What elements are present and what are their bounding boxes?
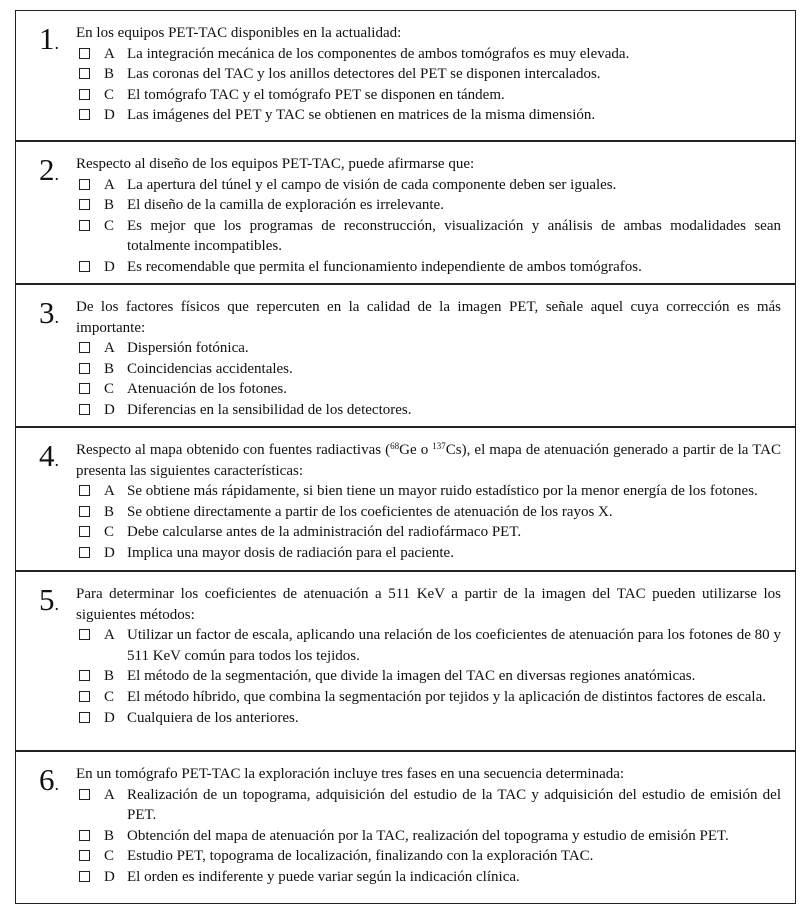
question-number [39,23,59,59]
question-number-dot: . [54,774,59,794]
question-stem: Para determinar los coeficientes de atenuación a 511 KeV a partir de la imagen del TAC pueden utilizarse los siguientes métodos: [76,586,781,623]
answer-option-d[interactable] [76,708,781,729]
option-text: Diferencias en la sensibilidad de los detectores. [127,401,412,418]
option-letter: C [104,86,115,103]
checkbox[interactable] [79,109,90,120]
isotope-mass-number: 68 [390,441,400,451]
question-3 [16,285,795,428]
question-body [76,440,781,564]
option-text: La apertura del túnel y el campo de visión de cada componente deben ser iguales. [127,176,617,193]
question-number [39,154,59,190]
option-letter: A [104,627,115,644]
answer-option-b[interactable] [76,502,781,523]
option-text: El diseño de la camilla de exploración es irrelevante. [127,197,444,214]
option-letter: B [104,66,115,83]
option-letter: A [104,45,115,62]
question-number-dot: . [54,164,59,184]
checkbox[interactable] [79,526,90,537]
answer-option-b[interactable] [76,195,781,216]
option-text: Dispersión fotónica. [127,340,249,357]
answer-option-c[interactable] [76,216,781,257]
question-body [76,23,781,126]
answer-option-d[interactable] [76,867,781,888]
answer-option-c[interactable] [76,379,781,400]
option-text: Se obtiene más rápidamente, si bien tiene un mayor ruido estadístico por la menor energía de los fotones. [127,483,758,500]
question-number [39,764,59,800]
question-stem: En los equipos PET-TAC disponibles en la actualidad: [76,25,402,41]
checkbox[interactable] [79,850,90,861]
question-2 [16,142,795,285]
option-letter: B [104,360,115,377]
checkbox[interactable] [79,48,90,59]
checkbox[interactable] [79,789,90,800]
checkbox[interactable] [79,871,90,882]
option-letter: D [104,544,115,561]
option-letter: C [104,524,115,541]
question-number [39,440,59,476]
option-letter: D [104,868,115,885]
option-text: Debe calcularse antes de la administración del radiofármaco PET. [127,524,522,541]
option-text: Utilizar un factor de escala, aplicando una relación de los coeficientes de atenuación para los fotones de 80 y 511 KeV común para todos los tejidos. [127,627,781,664]
option-text: Coincidencias accidentales. [127,360,293,377]
answer-option-b[interactable] [76,826,781,847]
option-letter: B [104,827,115,844]
checkbox[interactable] [79,691,90,702]
question-5 [16,572,795,752]
checkbox[interactable] [79,261,90,272]
option-letter: B [104,668,115,685]
question-body [76,297,781,421]
option-letter: D [104,258,115,275]
question-number [39,297,59,333]
answer-option-a[interactable] [76,785,781,826]
option-letter: D [104,107,115,124]
answer-option-c[interactable] [76,687,781,708]
option-text: Atenuación de los fotones. [127,381,287,398]
answer-option-d[interactable] [76,543,781,564]
checkbox[interactable] [79,712,90,723]
checkbox[interactable] [79,506,90,517]
question-number-dot: . [54,450,59,470]
option-text: Es mejor que los programas de reconstrucción, visualización y análisis de ambas modalidades sean totalmente incompatibles. [127,217,781,255]
option-letter: B [104,503,115,520]
checkbox[interactable] [79,68,90,79]
option-text: Las imágenes del PET y TAC se obtienen en matrices de la misma dimensión. [127,107,596,124]
option-letter: B [104,197,115,214]
isotope-mass-number: 137 [432,441,446,451]
question-number-value: 5 [39,582,55,617]
question-1 [16,11,795,142]
checkbox[interactable] [79,670,90,681]
checkbox[interactable] [79,220,90,231]
option-text: Realización de un topograma, adquisición del estudio de la TAC y adquisición del estudio de emisión del PET. [127,786,781,824]
question-body [76,154,781,278]
option-text: La integración mecánica de los componentes de ambos tomógrafos es muy elevada. [127,45,630,62]
option-letter: A [104,786,115,803]
question-number-dot: . [54,594,59,614]
answer-option-a[interactable] [76,44,781,65]
question-6 [16,752,795,902]
option-text: Las coronas del TAC y los anillos detectores del PET se disponen intercalados. [127,66,601,83]
checkbox[interactable] [79,199,90,210]
option-letter: A [104,483,115,500]
answer-option-d[interactable] [76,400,781,421]
option-text: El tomógrafo TAC y el tomógrafo PET se disponen en tándem. [127,86,505,103]
checkbox[interactable] [79,383,90,394]
checkbox[interactable] [79,363,90,374]
question-number-dot: . [54,33,59,53]
checkbox[interactable] [79,629,90,640]
checkbox[interactable] [79,830,90,841]
option-text: Obtención del mapa de atenuación por la TAC, realización del topograma y estudio de emisión PET. [127,827,729,844]
answer-option-d[interactable] [76,105,781,126]
question-number-dot: . [54,307,59,327]
stem-text: Ge o [399,442,433,458]
question-number-value: 4 [39,438,55,473]
answer-option-c[interactable] [76,85,781,106]
question-stem [76,440,781,481]
answer-option-b[interactable] [76,64,781,85]
option-text: Estudio PET, topograma de localización, finalizando con la exploración TAC. [127,848,594,865]
answer-option-a[interactable] [76,175,781,196]
option-letter: C [104,848,115,865]
option-text: Se obtiene directamente a partir de los coeficientes de atenuación de los rayos X. [127,503,613,520]
option-text: El orden es indiferente y puede variar según la indicación clínica. [127,868,520,885]
answer-option-c[interactable] [76,522,781,543]
stem-text: Cs), el mapa de atenuación generado a partir de la TAC presenta las siguientes características: [76,442,782,479]
question-stem: Respecto al diseño de los equipos PET-TAC, puede afirmarse que: [76,156,475,172]
question-number [39,584,59,620]
question-body [76,584,781,728]
option-text: Es recomendable que permita el funcionamiento independiente de ambos tomógrafos. [127,258,642,275]
answer-option-d[interactable] [76,257,781,278]
option-text: El método híbrido, que combina la segmentación por tejidos y la aplicación de distintos factores de escala. [127,688,766,705]
answer-option-a[interactable] [76,338,781,359]
question-number-value: 6 [39,762,55,797]
option-text: El método de la segmentación, que divide la imagen del TAC en diversas regiones anatómicas. [127,668,696,685]
option-letter: C [104,217,115,234]
checkbox[interactable] [79,547,90,558]
option-letter: C [104,688,115,705]
option-letter: A [104,340,115,357]
question-number-value: 3 [39,295,55,330]
checkbox[interactable] [79,342,90,353]
option-letter: A [104,176,115,193]
answer-option-b[interactable] [76,359,781,380]
question-body [76,764,781,888]
option-letter: D [104,401,115,418]
answer-option-a[interactable] [76,481,781,502]
checkbox[interactable] [79,89,90,100]
question-number-value: 1 [39,21,55,56]
question-stem: De los factores físicos que repercuten en la calidad de la imagen PET, señale aquel cuya corrección es más importante: [76,299,781,336]
stem-text: Respecto al mapa obtenido con fuentes radiactivas ( [76,442,391,458]
checkbox[interactable] [79,179,90,190]
option-letter: C [104,381,115,398]
question-sheet [15,10,796,904]
checkbox[interactable] [79,485,90,496]
question-4 [16,428,795,572]
option-text: Cualquiera de los anteriores. [127,709,299,726]
answer-option-a[interactable] [76,625,781,666]
option-text: Implica una mayor dosis de radiación para el paciente. [127,544,454,561]
question-number-value: 2 [39,152,55,187]
option-letter: D [104,709,115,726]
answer-option-b[interactable] [76,666,781,687]
checkbox[interactable] [79,404,90,415]
answer-option-c[interactable] [76,846,781,867]
question-stem: En un tomógrafo PET-TAC la exploración incluye tres fases en una secuencia determinada: [76,766,625,782]
